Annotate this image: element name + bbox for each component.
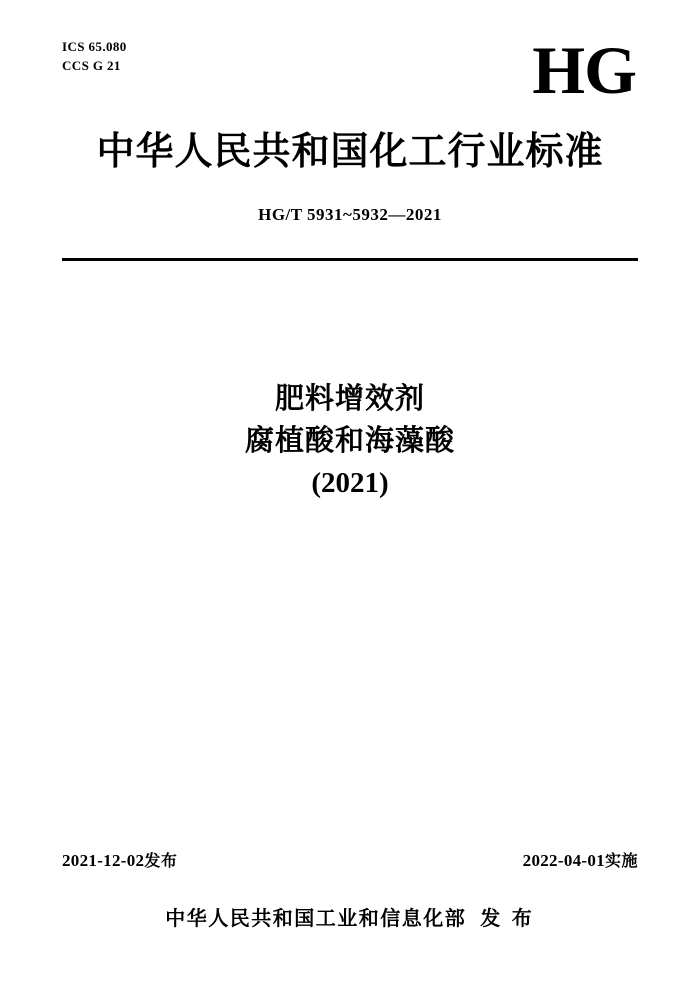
publisher-name: 中华人民共和国工业和信息化部 [165,908,467,930]
effective-date-label: 实施 [604,853,638,870]
cover-header [62,0,638,224]
effective-date [523,848,638,871]
issue-date [62,848,177,871]
classification-codes [62,38,127,76]
effective-date-value: 2022-04-01 [522,851,605,870]
document-title-year: (2021) [311,467,389,500]
publisher-line [62,902,638,931]
document-title [62,378,638,504]
hg-logo: HG [532,32,636,108]
standard-title: 中华人民共和国化工行业标准 [96,131,604,173]
ics-code: ICS 65.080 [62,39,127,54]
document-title-line-1: 肥料增效剂 [274,383,425,415]
standard-number: HG/T 5931~5932—2021 [258,205,442,224]
issue-date-value: 2021-12-02 [62,851,145,870]
document-title-line-2: 腐植酸和海藻酸 [244,425,455,458]
ccs-code: CCS G 21 [62,57,121,73]
issue-date-label: 发布 [144,853,178,870]
publisher-verb: 发 布 [480,908,535,930]
header-divider [62,258,638,261]
dates-row [62,848,638,871]
